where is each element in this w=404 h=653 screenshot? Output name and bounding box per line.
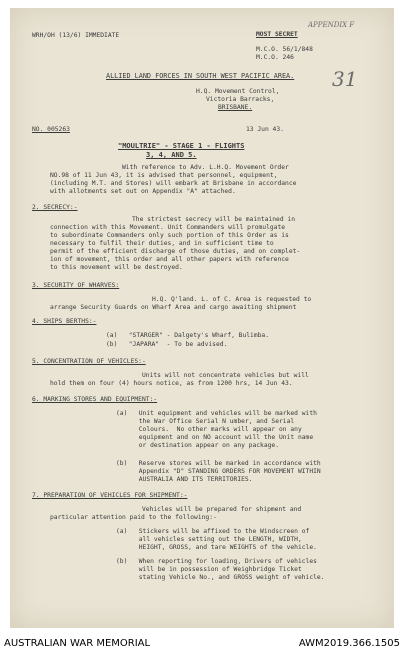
footer-institution: AUSTRALIAN WAR MEMORIAL (4, 638, 151, 649)
intro-line-1: With reference to Adv. L.H.Q. Movement Order (122, 164, 289, 171)
order-date: 13 Jun 43. (246, 126, 284, 133)
secrecy-line-6: ion of movement, this order and all other papers with reference (50, 256, 289, 263)
mco-number-1: M.C.O. 56/1/848 (256, 46, 313, 53)
section-heading-secrecy: 2. SECRECY:- (32, 204, 78, 211)
vehicles-line-1: Units will not concentrate vehicles but will (142, 372, 309, 379)
marking-a-line-4: equipment and on NO account will the Unit name (116, 434, 314, 441)
preparation-a-line-3: HEIGHT, GROSS, and tare WEIGHTS of the vehicle. (116, 544, 317, 551)
handwritten-folio-number: 31 (332, 67, 358, 91)
hq-address-line-2: Victoria Barracks, (206, 96, 275, 103)
preparation-line-2: particular attention paid to the following:- (50, 514, 217, 521)
berth-item-a: (a) "STARGER" - Dalgety's Wharf, Bulimba. (106, 332, 270, 339)
intro-line-2: NO.98 of 11 Jun 43, it is advised that personnel, equipment, (50, 172, 278, 179)
operation-title-line-1: "MOULTRIE" - STAGE 1 - FLIGHTS (118, 142, 245, 150)
marking-b-line-3: AUSTRALIA AND ITS TERRITORIES. (116, 476, 253, 483)
section-heading-wharves: 3. SECURITY OF WHARVES: (32, 282, 120, 289)
wharves-line-2: arrange Security Guards on Wharf Area and cargo awaiting shipment (50, 304, 297, 311)
marking-a-line-3: Colours. No other marks will appear on any (116, 426, 302, 433)
operation-title-line-2: 3, 4, AND 5. (146, 151, 197, 159)
section-heading-berths: 4. SHIPS BERTHS:- (32, 318, 97, 325)
secrecy-line-2: connection with this Movement. Unit Commanders will promulgate (50, 224, 286, 231)
mco-number-2: M.C.O. 246 (256, 54, 294, 61)
preparation-b-line-2: will be in possession of Weighbridge Ticket (116, 566, 302, 573)
marking-b-line-2: Appendix "D" STANDING ORDERS FOR MOVEMENT WITHIN (116, 468, 321, 475)
secrecy-line-7: to this movement will be destroyed. (50, 264, 183, 271)
secrecy-line-4: necessary to fulfil their duties, and in sufficient time to (50, 240, 274, 247)
section-heading-vehicles: 5. CONCENTRATION OF VEHICLES:- (32, 358, 146, 365)
secrecy-line-5: permit of the efficient discharge of those duties, and on complet- (50, 248, 301, 255)
marking-a-line-1: (a) Unit equipment and vehicles will be marked with (116, 410, 317, 417)
secrecy-line-3: to subordinate Commanders only such portion of this Order as is (50, 232, 289, 239)
secrecy-line-1: The strictest secrecy will be maintained in (132, 216, 296, 223)
hq-address-line-1: H.Q. Movement Control, (196, 88, 280, 95)
document-page (10, 8, 394, 628)
preparation-line-1: Vehicles will be prepared for shipment and (142, 506, 302, 513)
document-reference: WRH/OH (13/6) IMMEDIATE (32, 32, 120, 39)
footer-accession-number: AWM2019.366.1505 (298, 638, 400, 649)
intro-line-4: with allotments set out on Appendix "A" attached. (50, 188, 236, 195)
archive-footer (0, 635, 404, 653)
hq-address-line-3: BRISBANE. (218, 104, 253, 111)
vehicles-line-2: hold them on four (4) hours notice, as from 1200 hrs, 14 Jun 43. (50, 380, 293, 387)
marking-a-line-2: the War Office Serial N umber, and Serial (116, 418, 295, 425)
wharves-line-1: H.Q. Q'land. L. of C. Area is requested to (152, 296, 312, 303)
intro-line-3: (including M.T. and Stores) will embark at Brisbane in accordance (50, 180, 297, 187)
preparation-a-line-1: (a) Stickers will be affixed to the Windscreen of (116, 528, 310, 535)
marking-a-line-5: or destination appear on any package. (116, 442, 280, 449)
preparation-b-line-3: stating Vehicle No., and GROSS weight of vehicle. (116, 574, 325, 581)
handwritten-appendix: APPENDIX F (308, 21, 355, 29)
preparation-a-line-2: all vehicles setting out the LENGTH, WIDTH, (116, 536, 302, 543)
berth-item-b: (b) "JAPARA" - To be advised. (106, 341, 228, 348)
preparation-b-line-1: (b) When reporting for loading, Drivers of vehicles (116, 558, 317, 565)
document-title: ALLIED LAND FORCES IN SOUTH WEST PACIFIC AREA. (106, 72, 295, 80)
section-heading-marking: 6. MARKING STORES AND EQUIPMENT:- (32, 396, 158, 403)
classification-stamp: MOST SECRET (256, 31, 298, 38)
marking-b-line-1: (b) Reserve stores will be marked in accordance with (116, 460, 321, 467)
section-heading-preparation: 7. PREPARATION OF VEHICLES FOR SHIPMENT:- (32, 492, 188, 499)
order-number: NO. 005263 (32, 126, 70, 133)
